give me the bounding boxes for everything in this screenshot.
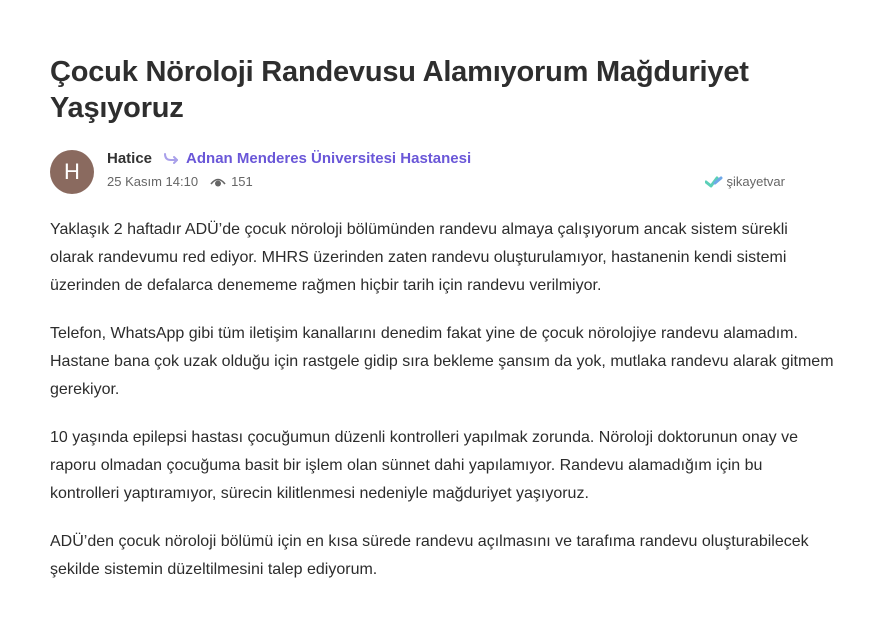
paragraph: Yaklaşık 2 haftadır ADÜ’de çocuk nöroloji bölümünden randevu almaya çalışıyorum ancak sistem sürekli olarak randevumu red ediyor. MHRS üzerinden zaten randevu oluşturulamıyor, hastanenin kendi sistemi üzerinden de defalarca denememe rağmen hiçbir tarih için randevu verilmiyor. bbox=[50, 221, 788, 294]
company-link[interactable]: Adnan Menderes Üniversitesi Hastanesi bbox=[186, 150, 472, 167]
author-line bbox=[107, 150, 471, 167]
paragraph: ADÜ’den çocuk nöroloji bölümü için en kısa sürede randevu açılmasını ve tarafıma randevu oluşturabilecek şekilde sistemin düzeltilmesini talep ediyorum. bbox=[50, 533, 809, 578]
post-stats bbox=[107, 174, 253, 189]
brand-name: şikayetvar bbox=[726, 174, 785, 189]
complaint-title: Çocuk Nöroloji Randevusu Alamıyorum Mağduriyet Yaşıyoruz bbox=[50, 56, 749, 124]
view-count: 151 bbox=[231, 174, 253, 189]
paragraph: 10 yaşında epilepsi hastası çocuğumun düzenli kontrolleri yapılmak zorunda. Nöroloji doktorunun onay ve raporu olmadan çocuğuma basit bir işlem olan sünnet dahi yapılamıyor. Randevu alamadığım için bu kontrolleri yaptıramıyor, sürecin kilitlenmesi nedeniyle mağduriyet yaşıyoruz. bbox=[50, 429, 798, 502]
eye-icon bbox=[210, 176, 226, 188]
avatar[interactable] bbox=[50, 150, 94, 194]
checkmark-logo-icon bbox=[705, 176, 723, 188]
avatar-initial: H bbox=[64, 159, 80, 184]
brand-logo bbox=[705, 174, 785, 189]
post-meta bbox=[50, 148, 785, 198]
paragraph: Telefon, WhatsApp gibi tüm iletişim kanallarını denedim fakat yine de çocuk nörolojiye randevu alamadım. Hastane bana çok uzak olduğu için rastgele gidip sıra bekleme şansım da yok, mutlaka randevu alarak gitmem gerekiyor. bbox=[50, 325, 834, 398]
post-date: 25 Kasım 14:10 bbox=[107, 174, 199, 189]
author-name[interactable]: Hatice bbox=[107, 150, 153, 167]
reply-arrow-icon bbox=[162, 152, 180, 166]
complaint-body bbox=[50, 216, 835, 604]
